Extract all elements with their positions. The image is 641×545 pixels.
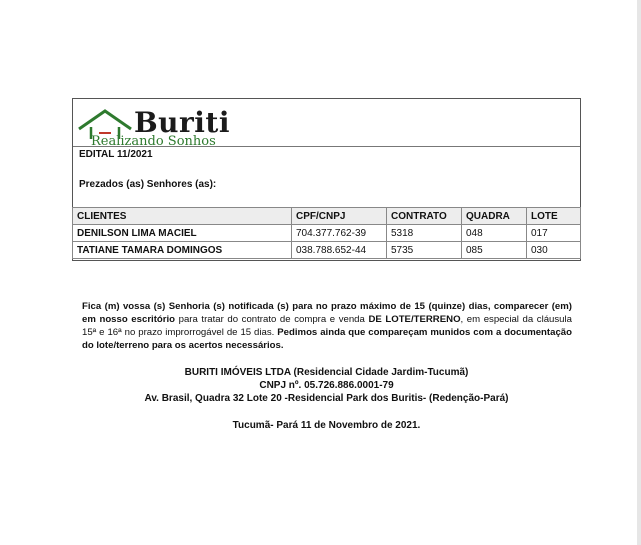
client-name: TATIANE TAMARA DOMINGOS: [73, 242, 292, 259]
date-line: Tucumã- Pará 11 de Novembro de 2021.: [232, 420, 421, 431]
col-header-lote: LOTE: [527, 208, 581, 225]
clients-table: [72, 207, 581, 259]
notice-part-4: , em especial da cláusula 15ª e 16ª no prazo improrrogável de 15 dias.: [82, 314, 572, 338]
client-quadra: 048: [462, 225, 527, 242]
notice-part-2: para tratar do contrato de compra e venda: [178, 314, 369, 325]
client-cpf: 704.377.762-39: [292, 225, 387, 242]
client-lote: 030: [527, 242, 581, 259]
col-header-contrato: CONTRATO: [387, 208, 462, 225]
company-name: BURITI IMÓVEIS LTDA (Residencial Cidade Jardim-Tucumã): [184, 367, 469, 378]
col-header-quadra: QUADRA: [462, 208, 527, 225]
client-name: DENILSON LIMA MACIEL: [73, 225, 292, 242]
company-cnpj: CNPJ nº. 05.726.886.0001-79: [259, 380, 394, 391]
header-divider: [73, 146, 580, 147]
notice-part-1: Fica (m) vossa (s) Senhoria (s) notificada (s) para no prazo máximo de 15 (quinze) dias, comparecer (em) em nosso escritório: [82, 301, 572, 325]
client-contrato: 5735: [387, 242, 462, 259]
company-address: Av. Brasil, Quadra 32 Lote 20 -Residencial Park dos Buritis- (Redenção-Pará): [144, 393, 509, 404]
table-row: [73, 242, 581, 259]
client-quadra: 085: [462, 242, 527, 259]
page-edge: [637, 0, 641, 545]
greeting: Prezados (as) Senhores (as):: [79, 179, 217, 190]
notice-part-5: Pedimos ainda que compareçam munidos com a documentação do lote/terreno para os acertos necessários.: [82, 327, 572, 351]
table-row: [73, 225, 581, 242]
notice-part-3: DE LOTE/TERRENO: [368, 314, 461, 325]
edital-number: EDITAL 11/2021: [79, 149, 153, 160]
brand-tagline: Realizando Sonhos: [91, 134, 216, 149]
company-block: [72, 366, 581, 405]
notice-paragraph: [82, 300, 572, 352]
col-header-cpf: CPF/CNPJ: [292, 208, 387, 225]
client-contrato: 5318: [387, 225, 462, 242]
brand-name: Buriti: [134, 106, 230, 139]
table-header-row: [73, 208, 581, 225]
buriti-logo: [77, 105, 237, 149]
client-cpf: 038.788.652-44: [292, 242, 387, 259]
client-lote: 017: [527, 225, 581, 242]
col-header-clientes: CLIENTES: [73, 208, 292, 225]
